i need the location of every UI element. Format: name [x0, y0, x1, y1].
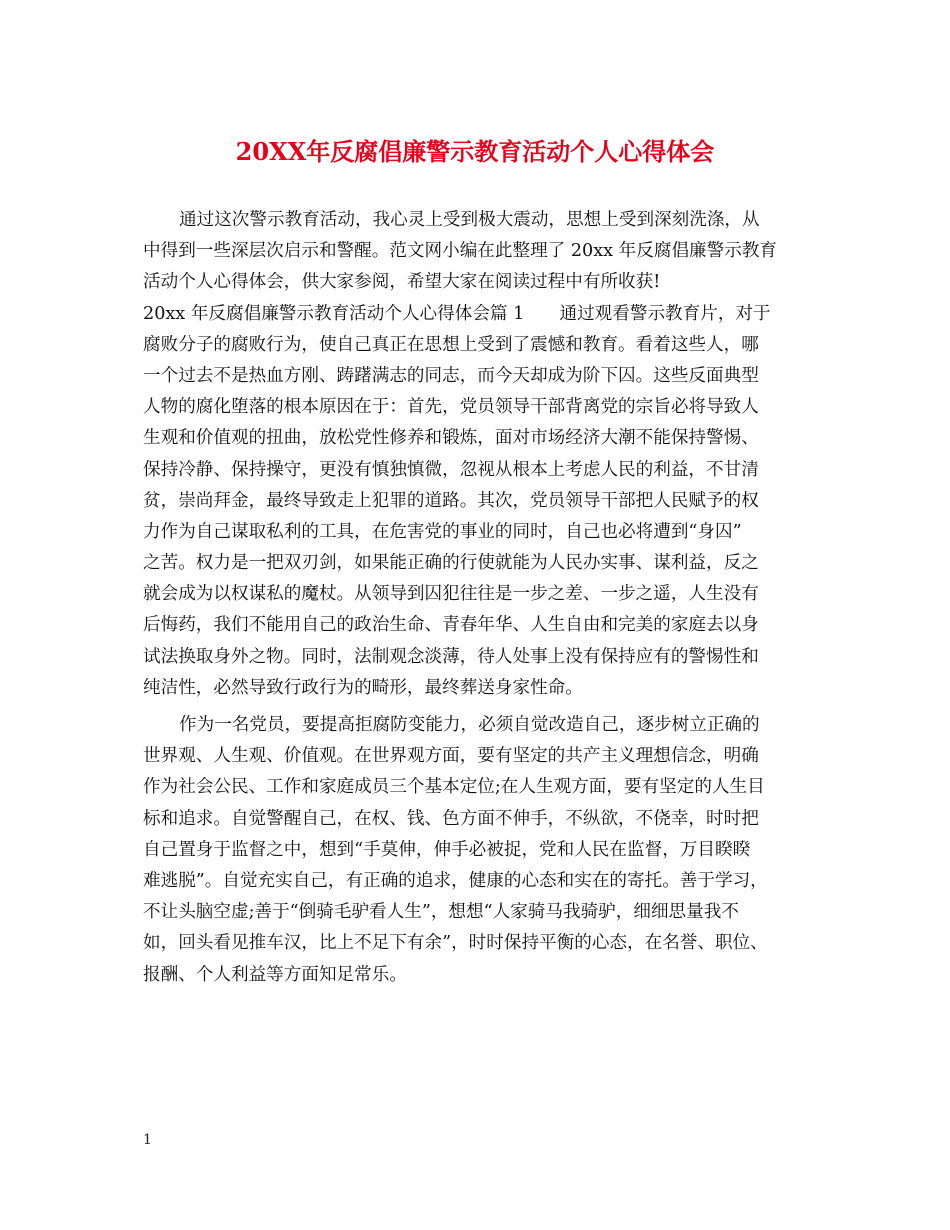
- document-title: 20XX年反腐倡廉警示教育活动个人心得体会: [235, 137, 715, 166]
- body-line: 试法换取身外之物。同时，法制观念淡薄，待人处事上没有保持应有的警惕性和: [143, 646, 759, 667]
- body-line: 作为一名党员，要提高拒腐防变能力，必须自觉改造自己，逐步树立正确的: [179, 715, 760, 735]
- body-line: 之苦。权力是一把双刃剑，如果能正确的行使就能为人民办实事、谋利益，反之: [143, 553, 759, 574]
- body-line: 腐败分子的腐败行为，使自己真正在思想上受到了震憾和教育。看着这些人，哪: [143, 334, 759, 355]
- body-line: 保持冷静、保持操守，更没有慎独慎微，忽视从根本上考虑人民的利益，不甘清: [143, 459, 759, 480]
- body-line: 活动个人心得体会，供大家参阅，希望大家在阅读过程中有所收获!: [143, 272, 661, 293]
- body-line: 后悔药，我们不能用自己的政治生命、青春年华、人生自由和完美的家庭去以身: [143, 615, 759, 636]
- body-line: 难逃脱”。自觉充实自己，有正确的追求，健康的心态和实在的寄托。善于学习，: [143, 870, 768, 891]
- body-line: 生观和价值观的扭曲，放松党性修养和锻炼，面对市场经济大潮不能保持警惕、: [143, 428, 759, 449]
- body-line: 不让头脑空虚;善于“倒骑毛驴看人生”，想想“人家骑马我骑驴，细细思量我不: [143, 902, 739, 923]
- body-line: 通过这次警示教育活动，我心灵上受到极大震动，思想上受到深刻洗涤，从: [179, 210, 760, 230]
- body-line: 世界观、人生观、价值观。在世界观方面，要有坚定的共产主义理想信念，明确: [143, 746, 759, 767]
- body-line: 作为社会公民、工作和家庭成员三个基本定位;在人生观方面，要有坚定的人生目: [143, 777, 765, 798]
- body-line: 纯洁性，必然导致行政行为的畸形，最终葬送身家性命。: [143, 677, 583, 698]
- body-line: 中得到一些深层次启示和警醒。范文网小编在此整理了 20xx 年反腐倡廉警示教育: [143, 241, 778, 262]
- body-line: 20xx 年反腐倡廉警示教育活动个人心得体会篇 1 通过观看警示教育片，对于: [143, 303, 771, 324]
- body-line: 如，回头看见推车汉，比上不足下有余”，时时保持平衡的心态，在名誉、职位、: [143, 933, 768, 954]
- body-line: 就会成为以权谋私的魔杖。从领导到囚犯往往是一步之差、一步之遥，人生没有: [143, 584, 759, 605]
- body-line: 自己置身于监督之中，想到“手莫伸，伸手必被捉，党和人民在监督，万目睽睽: [143, 839, 751, 860]
- document-body: [143, 205, 815, 991]
- page-number: 1: [143, 1132, 152, 1148]
- body-line: 力作为自己谋取私利的工具，在危害党的事业的同时，自己也必将遭到“身囚”: [143, 521, 742, 542]
- body-line: 一个过去不是热血方刚、踌躇满志的同志，而今天却成为阶下囚。这些反面典型: [143, 365, 759, 386]
- body-line: 报酬、个人利益等方面知足常乐。: [143, 964, 407, 985]
- body-line: 人物的腐化堕落的根本原因在于：首先，党员领导干部背离党的宗旨必将导致人: [143, 397, 759, 418]
- body-line: 贫，崇尚拜金，最终导致走上犯罪的道路。其次，党员领导干部把人民赋予的权: [143, 490, 759, 511]
- body-line: 标和追求。自觉警醒自己，在权、钱、色方面不伸手，不纵欲，不侥幸，时时把: [143, 808, 759, 829]
